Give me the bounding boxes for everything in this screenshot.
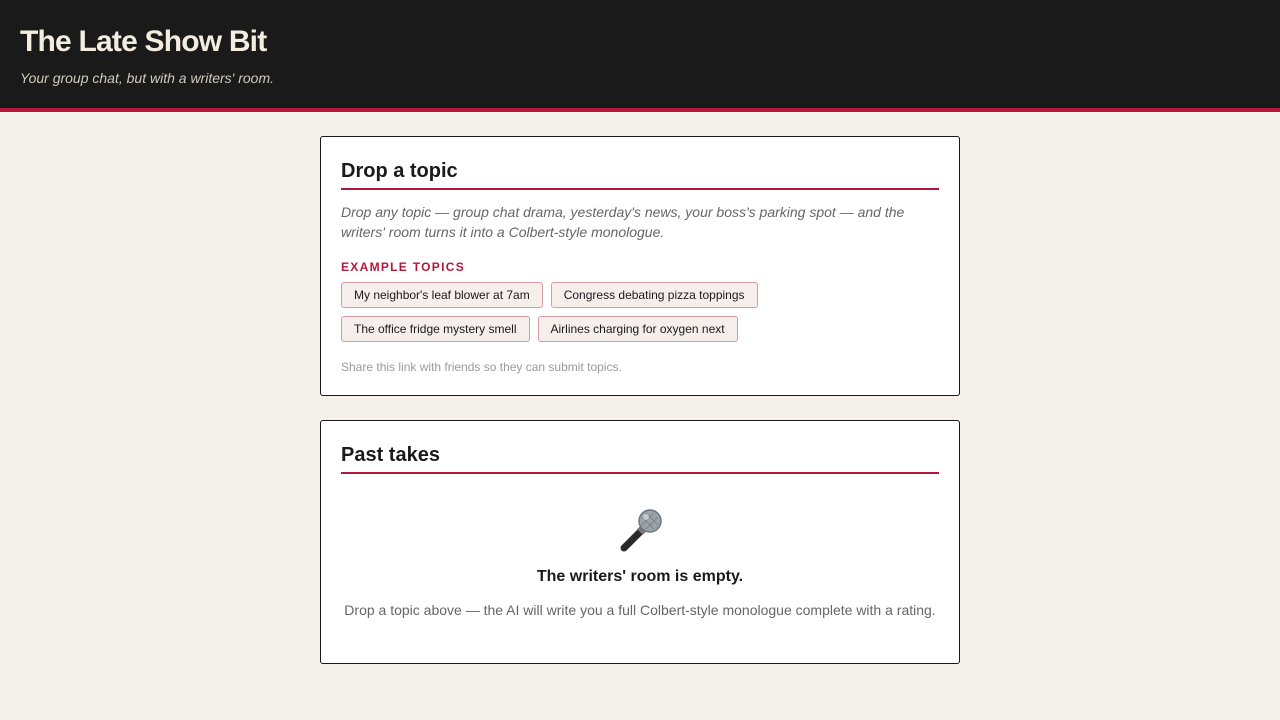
empty-state xyxy=(341,508,939,619)
example-topics-label: EXAMPLE TOPICS xyxy=(341,260,465,274)
empty-state-description: Drop a topic above — the AI will write you a full Colbert-style monologue complete with a rating. xyxy=(344,602,936,618)
example-topic-chip[interactable]: Congress debating pizza toppings xyxy=(551,282,758,308)
site-tagline: Your group chat, but with a writers' room. xyxy=(20,70,275,86)
microphone-icon xyxy=(616,508,664,552)
past-takes-heading: Past takes xyxy=(341,443,939,474)
example-topic-chip[interactable]: My neighbor's leaf blower at 7am xyxy=(341,282,543,308)
empty-state-title: The writers' room is empty. xyxy=(536,568,744,585)
example-topics-list xyxy=(341,282,771,342)
drop-topic-description: Drop any topic — group chat drama, yesterday's news, your boss's parking spot — and the writers' room turns it into a Colbert-style monologue. xyxy=(341,204,905,240)
example-topic-chip[interactable]: The office fridge mystery smell xyxy=(341,316,530,342)
share-note: Share this link with friends so they can submit topics. xyxy=(341,360,622,374)
past-takes-card xyxy=(320,420,960,664)
example-topic-chip[interactable]: Airlines charging for oxygen next xyxy=(538,316,738,342)
site-title: The Late Show Bit xyxy=(20,25,267,58)
site-header xyxy=(0,0,1280,112)
drop-topic-card xyxy=(320,136,960,396)
drop-topic-heading: Drop a topic xyxy=(341,159,939,190)
